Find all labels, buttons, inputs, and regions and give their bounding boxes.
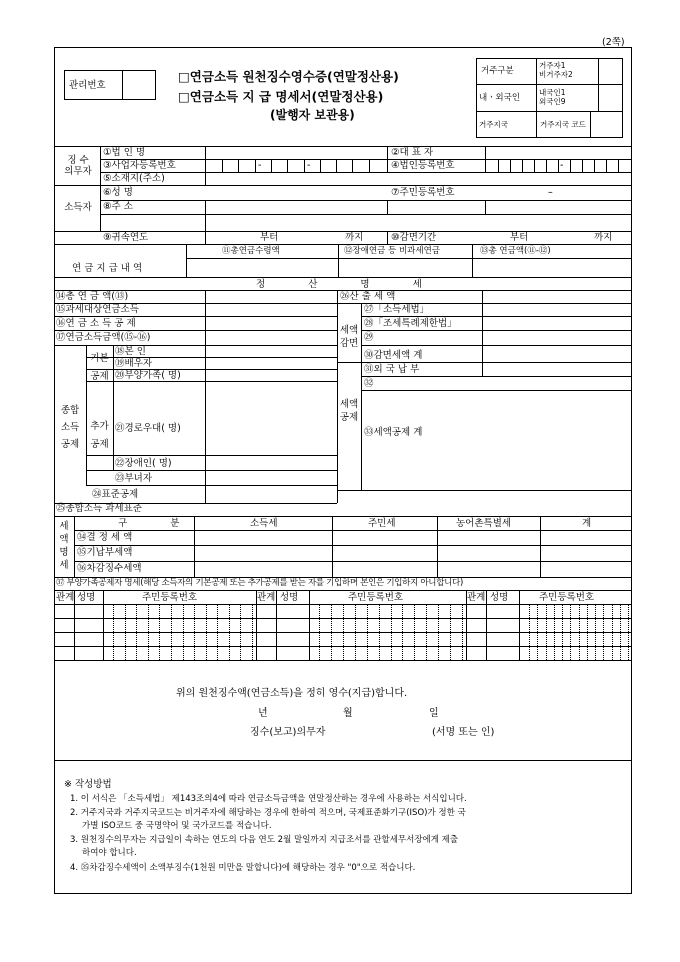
rrn-digit-separator [426,605,427,660]
credit-label: 세액 공제 [339,399,359,423]
year-from: 부터 [260,232,279,243]
dep-col-rrn-1: 주민등록번호 [142,592,198,603]
earner-rrn-dash: – [548,187,553,198]
sign-year: 년 [258,708,268,719]
settlement-title: 정 산 명 세 [256,279,442,290]
extra-deduction-label: 추가 공제 [90,421,109,450]
exempt-to: 까지 [594,232,613,243]
dep-col-rrn-2: 주민등록번호 [348,592,404,603]
rrn-digit-separator [562,605,563,660]
notes-title: ※ 작성방법 [64,779,112,790]
foreign-paid-31: ㉛외 국 납 부 [364,364,420,375]
rrn-digit-separator [343,605,344,660]
col-total: 계 [582,518,592,529]
rrn-digit-separator [355,605,356,660]
net-tax-36: ㊱차감징수세액 [77,563,142,574]
dep-col-rel-2: 관계 [257,592,276,603]
rrn-digit-separator [319,605,320,660]
rrn-digit-separator [570,605,571,660]
title-receipt: □연금소득 원천징수영수증(연말정산용) [178,69,399,84]
payer-address-label: ⑤소재지(주소) [103,173,165,184]
note-3b: 하여야 합니다. [82,848,137,858]
rrn-digit-separator [229,605,230,660]
total-pension-14: ⑭총 연 금 액(⑬) [56,291,129,302]
withholding-agent-label: 징수(보고)의무자 [250,727,326,738]
resident1: 거주자1 [539,61,566,70]
col-division: 구 분 [118,518,200,529]
elderly-deduction-21: ㉑경로우대( 명) [115,423,181,434]
col-rural-tax: 농어촌특별세 [456,518,512,529]
spouse-deduction-19: ⑲배우자 [115,358,153,369]
country-label: 거주지국 [479,120,508,129]
rrn-digit-separator [620,605,621,660]
rrn-digit-separator [252,605,253,660]
subtitle: (발행자 보관용) [270,108,355,122]
dependents-deduction-20: ⑳부양가족( 명) [115,370,181,381]
reduction-28: ㉘「조세특례제한법」 [364,318,457,329]
dep-col-rel-3: 관계 [467,592,486,603]
note-2a: 2. 거주지국과 거주지국코드는 비거주자에 해당하는 경우에 한하여 적으며, 국제표준화기구(ISO)가 정한 국 [70,808,466,818]
page-number: (2쪽) [602,37,625,48]
exempt-from: 부터 [510,232,529,243]
resident2: 비거주자2 [539,70,573,79]
mgmt-no-label: 관리번호 [69,80,106,91]
rrn-digit-separator [194,605,195,660]
rrn-digit-separator [391,605,392,660]
rrn-digit-separator [379,605,380,660]
dep-col-name-3: 성명 [490,592,509,603]
title-statement: □연금소득 지 급 명세서(연말정산용) [178,89,384,104]
rrn-digit-separator [206,605,207,660]
rrn-digit-separator [414,605,415,660]
standard-deduction-24: ㉔표준공제 [92,489,139,500]
earner-name-label: ⑥성 명 [103,187,133,198]
earner-group-label: 소득자 [64,202,92,213]
tax-base-25: ㉕종합소득 과세표준 [56,503,142,514]
rrn-digit-separator [183,605,184,660]
rrn-digit-separator [125,605,126,660]
rrn-digit-separator [529,605,530,660]
total-received-label: ⑪총연금수령액 [222,246,280,256]
rrn-digit-separator [603,605,604,660]
biz-no-label: ③사업자등록번호 [103,160,176,171]
reduction-27: ㉗「소득세법」 [364,304,430,315]
sign-month: 월 [343,708,353,719]
note-2b: 가별 ISO코드 중 국명약어 및 국가코드를 적습니다. [82,821,272,831]
rrn-digit-separator [612,605,613,660]
rrn-digit-separator [217,605,218,660]
dep-col-name-2: 성명 [280,592,299,603]
sign-day: 일 [429,708,439,719]
rrn-digit-separator [546,605,547,660]
reduction-total-30: ㉚감면세액 계 [364,350,423,361]
rrn-digit-separator [587,605,588,660]
rep-label: ②대 표 자 [391,147,434,158]
rrn-digit-separator [367,605,368,660]
rrn-digit-separator [579,605,580,660]
computed-tax-26: ㉖산 출 세 액 [340,291,396,302]
pension-deduction-16: ⑯연 금 소 득 공 제 [56,318,136,329]
dep-col-rel-1: 관계 [56,592,75,603]
determined-tax-34: ㉞결 정 세 액 [77,532,133,543]
total-pension-label: ⑬총 연금액(⑪-⑫) [480,246,551,256]
rrn-digit-separator [595,605,596,660]
national1: 내국인1 [539,88,566,97]
dep-col-rrn-3: 주민등록번호 [539,592,595,603]
year-to: 까지 [345,232,364,243]
rrn-digit-separator [554,605,555,660]
signature-label: (서명 또는 인) [432,727,495,738]
tax-detail-group: 세 액 명 세 [59,521,69,571]
rrn-digit-separator [438,605,439,660]
rrn-digit-separator [159,605,160,660]
note-1: 1. 이 서식은 「소득세법」 제143조의4에 따라 연금소득금액을 연말정산하는 경우에 사용하는 서식입니다. [70,794,467,804]
residency-label: 거주구분 [481,66,514,76]
rrn-digit-separator [136,605,137,660]
rrn-digit-separator [113,605,114,660]
receipt-statement: 위의 원천징수액(연금소득)을 정히 영수(지급)합니다. [176,688,408,699]
rrn-digit-separator [450,605,451,660]
nationality-label: 내ㆍ외국인 [479,93,521,103]
reduction-label: 세액 감면 [339,325,359,349]
credit-total-33: ㉝세액공제 계 [364,427,423,438]
rrn-digit-separator [331,605,332,660]
col-resident-tax: 주민세 [368,518,396,529]
rrn-digit-separator [240,605,241,660]
earner-rrn-label: ⑦주민등록번호 [391,187,455,198]
dependent-list-title: ㊲ 부양가족공제자 명세(해당 소득자의 기본공제 또는 추가공제를 받는 자를 기입하며 본인은 기입하지 아니합니다) [56,578,463,588]
self-deduction-18: ⑱본 인 [115,346,146,357]
taxable-pension-15: ⑮과세대상연금소득 [56,304,139,315]
country-code-label: 거주지국 코드 [540,120,586,129]
rrn-digit-separator [537,605,538,660]
disabled-deduction-22: ㉒장애인( 명) [115,458,172,469]
basic-deduction-label: 기본 공제 [90,353,109,382]
dep-col-name-1: 성명 [77,592,96,603]
col-income-tax: 소득세 [250,518,278,529]
credit-32: ㉜ [364,378,374,389]
rrn-digit-separator [148,605,149,660]
corp-no-label: ④법인등록번호 [391,160,455,171]
gross-deduction-label: 종합 소득 공제 [60,405,80,450]
earner-address-label: ⑧주 소 [103,201,133,212]
exempt-period-label: ⑩감면기간 [391,232,437,243]
note-4: 4. ㉟차감징수세액이 소액부징수(1천원 미만을 말합니다)에 해당하는 경우 "0"으로 적습니다. [70,863,416,873]
pension-income-17: ⑰연금소득금액(⑮-⑯) [56,332,151,343]
rrn-digit-separator [171,605,172,660]
year-label: ⑨귀속연도 [103,232,149,243]
reduction-29: ㉙ [364,332,374,343]
pay-detail-label: 연 금 지 급 내 역 [72,263,143,274]
note-3a: 3. 원천징수의무자는 지급일이 속하는 연도의 다음 연도 2월 말일까지 지급조서를 관할세무서장에게 제출 [70,835,459,845]
rrn-digit-separator [628,605,629,660]
rrn-digit-separator [462,605,463,660]
payer-group-label: 징 수 의무자 [64,155,92,177]
prepaid-tax-35: ㉟기납부세액 [77,547,133,558]
woman-deduction-23: ㉓부녀자 [115,473,153,484]
disabled-nontax-label: ⑫장애연금 등 비과세연금 [344,246,441,256]
corp-name-label: ①법 인 명 [103,147,146,158]
national9: 외국인9 [539,97,566,106]
rrn-digit-separator [402,605,403,660]
